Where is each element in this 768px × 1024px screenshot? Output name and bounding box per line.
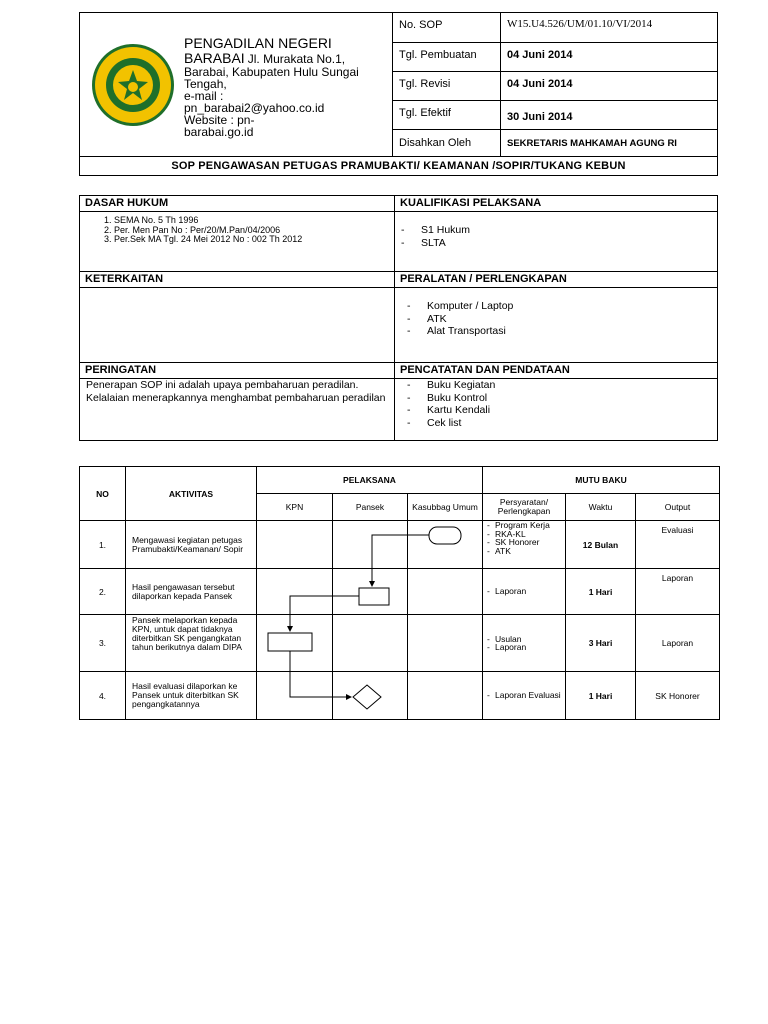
address-line: Barabai, Kabupaten Hulu Sungai (184, 64, 359, 79)
persyaratan-header: Persyaratan/ Perlengkapan (483, 494, 566, 521)
row-no: 4. (80, 672, 126, 720)
org-name: PENGADILAN NEGERI (184, 34, 332, 51)
row-persyaratan (483, 569, 566, 615)
row-no: 3. (80, 615, 126, 672)
field-label: Disahkan Oleh (393, 130, 501, 157)
website-value: barabai.go.id (184, 124, 254, 139)
row-persyaratan (483, 672, 566, 720)
output-header: Output (636, 494, 720, 521)
info-table (79, 195, 718, 441)
sop-header-table (79, 12, 718, 176)
dasar-hukum-title: DASAR HUKUM (80, 196, 395, 212)
pencatatan-title: PENCATATAN DAN PENDATAAN (395, 363, 718, 379)
field-value: 04 Juni 2014 (501, 72, 718, 101)
email-label: e-mail : (184, 88, 224, 103)
list-item: - Program Kerja (487, 521, 565, 530)
email-value: pn_barabai2@yahoo.co.id (184, 100, 325, 115)
activity-table (79, 466, 720, 720)
row-waktu: 1 Hari (566, 672, 636, 720)
no-header: NO (80, 467, 126, 521)
row-waktu: 12 Bulan (566, 521, 636, 569)
row-output: Evaluasi (636, 521, 720, 569)
list-item: - Buku Kontrol (407, 392, 717, 405)
row-output: SK Honorer (636, 672, 720, 720)
row-aktivitas: Hasil evaluasi dilaporkan ke Pansek untuk diterbitkan SK pengangkatannya (126, 672, 257, 720)
mutu-baku-header: MUTU BAKU (483, 467, 720, 494)
table-row (80, 615, 720, 672)
waktu-header: Waktu (566, 494, 636, 521)
row-output: Laporan (636, 615, 720, 672)
row-persyaratan (483, 615, 566, 672)
field-value: W15.U4.526/UM/01.10/VI/2014 (501, 13, 718, 43)
row-persyaratan (483, 521, 566, 569)
row-waktu: 3 Hari (566, 615, 636, 672)
row-aktivitas: Pansek melaporkan kepada KPN, untuk dapat tidaknya diterbitkan SK pengangkatan tahun berikutnya dalam DIPA (126, 615, 257, 672)
list-item: - S1 Hukum (401, 224, 717, 237)
org-cell (80, 13, 393, 157)
list-item: - RKA-KL (487, 530, 565, 539)
org-name-2: BARABAI (184, 49, 245, 66)
list-item: - Komputer / Laptop (407, 300, 717, 313)
court-logo (90, 42, 176, 128)
field-value: 30 Juni 2014 (501, 101, 718, 130)
row-no: 2. (80, 569, 126, 615)
list-item: - ATK (487, 547, 565, 556)
kualifikasi-list (395, 212, 718, 272)
list-item: - SK Honorer (487, 538, 565, 547)
list-item: - Cek list (407, 417, 717, 430)
field-value: SEKRETARIS MAHKAMAH AGUNG RI (501, 130, 718, 157)
list-item: - Usulan (487, 635, 565, 644)
field-label: Tgl. Efektif (393, 101, 501, 130)
list-item: 1. SEMA No. 5 Th 1996 (114, 216, 394, 226)
field-value: 04 Juni 2014 (501, 43, 718, 72)
aktivitas-header: AKTIVITAS (126, 467, 257, 521)
field-label: Tgl. Revisi (393, 72, 501, 101)
kasubbag-header: Kasubbag Umum (408, 494, 483, 521)
keterkaitan-content (80, 288, 395, 363)
list-item: - Laporan Evaluasi (487, 691, 565, 700)
list-item: - Alat Transportasi (407, 325, 717, 338)
pelaksana-header: PELAKSANA (257, 467, 483, 494)
peralatan-list (395, 288, 718, 363)
peringatan-text: Penerapan SOP ini adalah upaya pembaharuan peradilan. Kelalaian menerapkannya menghambat pembaharuan peradilan (80, 379, 395, 441)
row-aktivitas: Mengawasi kegiatan petugas Pramubakti/Keamanan/ Sopir (126, 521, 257, 569)
row-aktivitas: Hasil pengawasan tersebut dilaporkan kepada Pansek (126, 569, 257, 615)
keterkaitan-title: KETERKAITAN (80, 272, 395, 288)
list-item: - Laporan (487, 587, 565, 596)
kpn-header: KPN (257, 494, 333, 521)
address-line: Tengah, (184, 76, 227, 91)
list-item: - Kartu Kendali (407, 404, 717, 417)
row-waktu: 1 Hari (566, 569, 636, 615)
sop-title: SOP PENGAWASAN PETUGAS PRAMUBAKTI/ KEAMANAN /SOPIR/TUKANG KEBUN (80, 157, 718, 176)
dasar-hukum-list (80, 212, 395, 272)
list-item: - Laporan (487, 643, 565, 652)
list-item: 3. Per.Sek MA Tgl. 24 Mei 2012 No : 002 Th 2012 (114, 235, 394, 245)
pencatatan-list (395, 379, 718, 441)
list-item: - ATK (407, 313, 717, 326)
list-item: - Buku Kegiatan (407, 379, 717, 392)
table-row (80, 672, 720, 720)
field-label: Tgl. Pembuatan (393, 43, 501, 72)
website-label: Website : pn- (184, 112, 255, 127)
list-item: 2. Per. Men Pan No : Per/20/M.Pan/04/2006 (114, 226, 394, 236)
list-item: - SLTA (401, 237, 717, 250)
pansek-header: Pansek (333, 494, 408, 521)
address-inline: Jl. Murakata No.1, (247, 51, 346, 66)
row-no: 1. (80, 521, 126, 569)
peringatan-title: PERINGATAN (80, 363, 395, 379)
row-output: Laporan (636, 569, 720, 615)
peralatan-title: PERALATAN / PERLENGKAPAN (395, 272, 718, 288)
table-row (80, 569, 720, 615)
kualifikasi-title: KUALIFIKASI PELAKSANA (395, 196, 718, 212)
field-label: No. SOP (393, 13, 501, 43)
table-row (80, 521, 720, 569)
